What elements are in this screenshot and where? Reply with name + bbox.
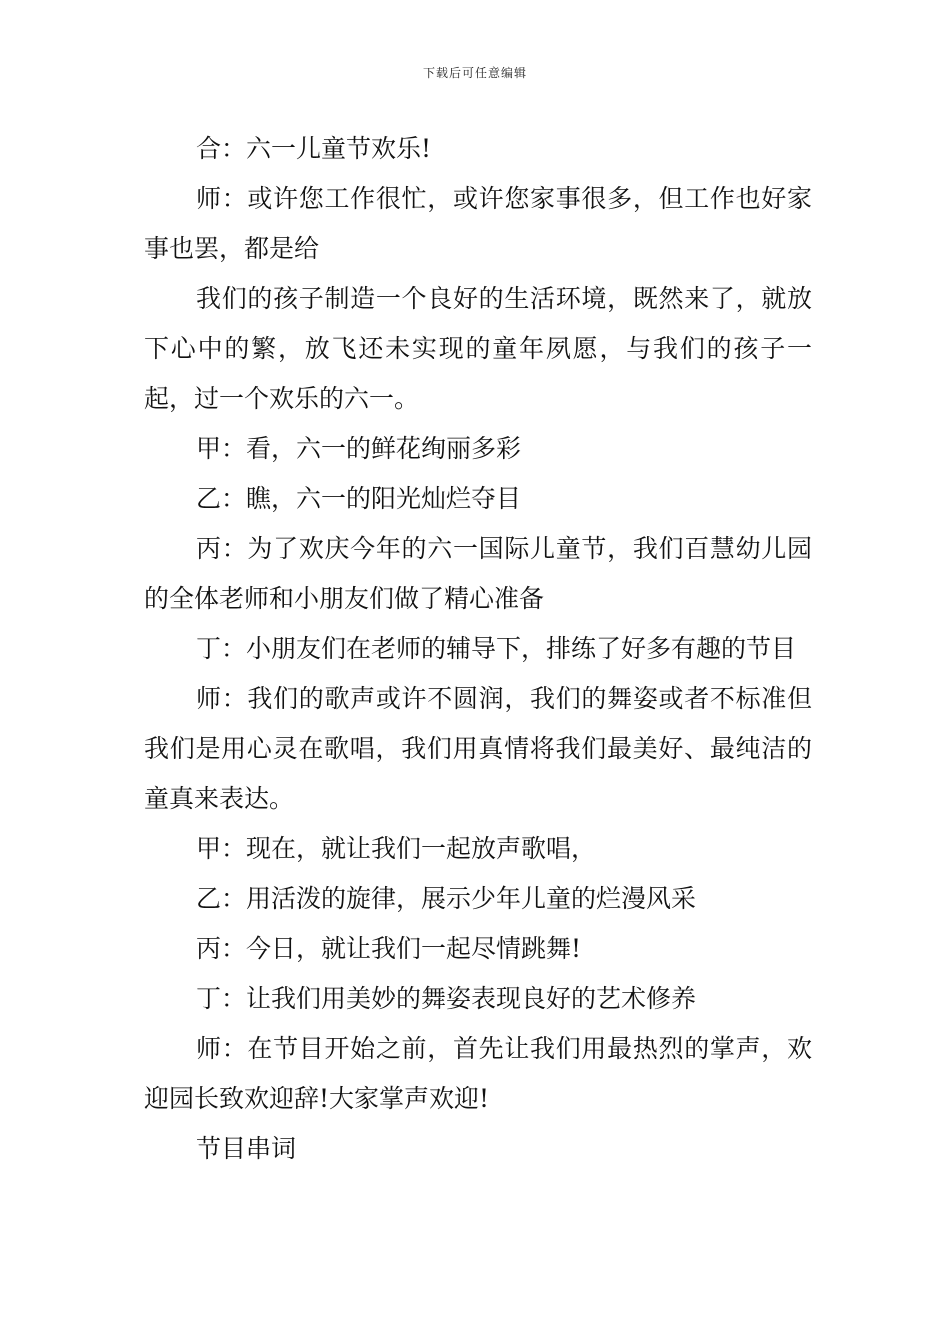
document-body	[144, 124, 812, 1174]
page-header-note: 下载后可任意编辑	[422, 66, 527, 80]
paragraph-3: 我们的孩子制造一个良好的生活环境，既然来了，就放下心中的繁，放飞还未实现的童年夙愿，与我们的孩子一起，过一个欢乐的六一。	[144, 284, 812, 413]
paragraph-5: 乙：瞧，六一的阳光灿烂夺目	[196, 484, 522, 513]
paragraph-2: 师：或许您工作很忙，或许您家事很多，但工作也好家事也罢，都是给	[144, 184, 812, 263]
paragraph-1: 合：六一儿童节欢乐!	[196, 134, 432, 163]
paragraph-8: 师：我们的歌声或许不圆润，我们的舞姿或者不标准但我们是用心灵在歌唱，我们用真情将我们最美好、最纯洁的童真来表达。	[144, 684, 812, 813]
paragraph-14: 节目串词	[196, 1134, 297, 1163]
paragraph-6: 丙：为了欢庆今年的六一国际儿童节，我们百慧幼儿园的全体老师和小朋友们做了精心准备	[144, 534, 812, 613]
paragraph-9: 甲：现在，就让我们一起放声歌唱，	[196, 834, 597, 863]
paragraph-10: 乙：用活泼的旋律，展示少年儿童的烂漫风采	[196, 884, 697, 913]
paragraph-4: 甲：看，六一的鲜花绚丽多彩	[196, 434, 522, 463]
paragraph-13: 师：在节目开始之前，首先让我们用最热烈的掌声，欢迎园长致欢迎辞!大家掌声欢迎!	[144, 1034, 812, 1113]
paragraph-12: 丁：让我们用美妙的舞姿表现良好的艺术修养	[196, 984, 697, 1013]
paragraph-11: 丙：今日，就让我们一起尽情跳舞!	[196, 934, 582, 963]
paragraph-7: 丁：小朋友们在老师的辅导下，排练了好多有趣的节目	[196, 634, 797, 663]
